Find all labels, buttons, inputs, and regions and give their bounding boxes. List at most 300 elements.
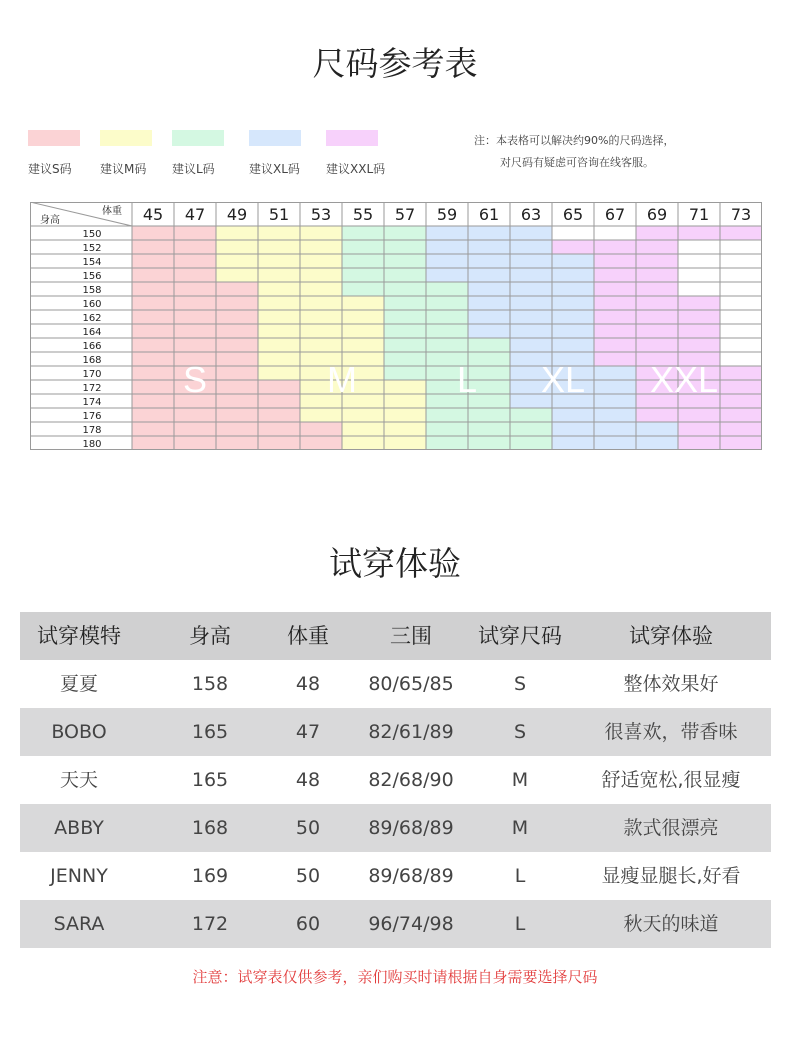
weight-label: 49 [226,205,248,224]
grid-cell [678,338,720,352]
grid-cell [510,324,552,338]
header-weight-label: 体重 [102,206,122,217]
height-label: 154 [82,257,102,268]
grid-cell [594,324,636,338]
model-experience: 秋天的味道 [623,913,719,935]
model-measurements: 89/68/89 [368,865,454,887]
model-size: M [511,769,529,791]
grid-cell [426,338,468,352]
model-height: 172 [191,913,229,935]
grid-cell [132,324,174,338]
grid-cell [216,352,258,366]
grid-cell [132,436,174,450]
legend-swatch-m [100,130,152,146]
grid-cell [342,226,384,240]
grid-cell [594,338,636,352]
size-zone-label: S [182,359,208,400]
grid-cell [636,422,678,436]
grid-cell [552,254,594,268]
grid-cell [426,268,468,282]
grid-cell [132,254,174,268]
grid-cell [216,254,258,268]
grid-cell [426,324,468,338]
weight-label: 47 [184,205,206,224]
model-height: 165 [191,769,229,791]
grid-cell [552,338,594,352]
grid-cell [384,408,426,422]
table-row [20,708,771,756]
grid-cell [468,268,510,282]
grid-cell [216,394,258,408]
weight-label: 67 [604,205,626,224]
grid-cell [216,282,258,296]
grid-cell [468,408,510,422]
weight-label: 63 [520,205,542,224]
grid-cell [594,436,636,450]
model-height: 165 [191,721,229,743]
grid-cell [594,296,636,310]
grid-cell [216,436,258,450]
grid-cell [132,310,174,324]
grid-cell [636,296,678,310]
grid-cell [174,422,216,436]
grid-cell [720,366,762,380]
grid-cell [258,324,300,338]
grid-cell [678,254,720,268]
height-label: 180 [82,439,102,450]
grid-cell [258,394,300,408]
grid-cell [132,268,174,282]
height-label: 174 [82,397,102,408]
model-name: SARA [53,913,105,935]
grid-cell [510,226,552,240]
grid-cell [384,240,426,254]
grid-cell [132,296,174,310]
grid-cell [510,422,552,436]
height-label: 156 [82,271,102,282]
size-zone-label: XL [540,359,586,400]
grid-cell [384,394,426,408]
weight-label: 45 [142,205,164,224]
model-measurements: 96/74/98 [368,913,454,935]
grid-cell [468,240,510,254]
grid-cell [426,226,468,240]
height-label: 176 [82,411,102,422]
grid-cell [426,296,468,310]
grid-cell [258,422,300,436]
model-size: L [514,913,526,935]
grid-cell [216,240,258,254]
grid-cell [174,268,216,282]
grid-cell [384,282,426,296]
model-name: 夏夏 [59,673,98,695]
grid-cell [258,436,300,450]
table-row [20,900,771,948]
grid-cell [468,254,510,268]
grid-cell [636,310,678,324]
grid-cell [384,380,426,394]
grid-cell [720,394,762,408]
grid-cell [720,408,762,422]
model-experience: 舒适宽松,很显瘦 [601,769,741,791]
grid-cell [300,296,342,310]
grid-cell [468,422,510,436]
grid-cell [720,380,762,394]
model-experience: 整体效果好 [623,673,719,695]
grid-cell [720,324,762,338]
grid-cell [510,240,552,254]
header-model: 试穿模特 [37,624,121,648]
grid-cell [594,422,636,436]
model-experience: 显瘦显腿长,好看 [601,865,741,887]
grid-cell [258,296,300,310]
tryon-title: 试穿体验 [329,544,461,583]
grid-cell [426,422,468,436]
grid-cell [216,310,258,324]
model-weight: 47 [295,721,321,743]
grid-cell [342,282,384,296]
weight-label: 61 [478,205,500,224]
grid-cell [468,436,510,450]
model-weight: 50 [295,865,321,887]
grid-cell [720,436,762,450]
grid-cell [720,310,762,324]
grid-cell [636,226,678,240]
grid-cell [426,436,468,450]
grid-cell [468,226,510,240]
model-height: 158 [191,673,229,695]
header-experience: 试穿体验 [629,624,713,648]
grid-cell [510,436,552,450]
grid-cell [426,254,468,268]
grid-cell [300,310,342,324]
grid-cell [300,324,342,338]
grid-cell [300,268,342,282]
grid-cell [384,422,426,436]
grid-cell [384,352,426,366]
grid-cell [216,408,258,422]
grid-cell [174,338,216,352]
legend-m [100,130,152,176]
grid-cell [258,226,300,240]
grid-cell [678,436,720,450]
model-experience: 款式很漂亮 [623,817,719,839]
height-label: 166 [82,341,102,352]
grid-cell [174,282,216,296]
height-label: 170 [82,369,102,380]
grid-cell [594,366,636,380]
grid-cell [174,254,216,268]
legend-swatch-xxl [326,130,378,146]
grid-cell [636,408,678,422]
weight-label: 59 [436,205,458,224]
grid-cell [384,366,426,380]
model-size: M [511,817,529,839]
grid-cell [216,422,258,436]
grid-cell [342,436,384,450]
model-weight: 48 [295,769,321,791]
grid-cell [720,296,762,310]
grid-cell [342,408,384,422]
size-note [474,130,674,174]
grid-cell [552,268,594,282]
grid-cell [678,310,720,324]
grid-cell [216,296,258,310]
grid-cell [132,380,174,394]
height-label: 172 [82,383,102,394]
grid-cell [342,324,384,338]
legend-xl [249,130,301,176]
grid-cell [300,240,342,254]
grid-cell [594,240,636,254]
model-measurements: 82/68/90 [368,769,454,791]
grid-cell [552,240,594,254]
grid-cell [678,324,720,338]
grid-cell [342,422,384,436]
grid-cell [384,338,426,352]
grid-cell [594,226,636,240]
tryon-table [20,612,771,948]
grid-cell [300,408,342,422]
grid-cell [720,282,762,296]
grid-cell [342,240,384,254]
legend-s [28,130,80,176]
grid-cell [174,226,216,240]
model-measurements: 89/68/89 [368,817,454,839]
grid-cell [300,338,342,352]
grid-cell [720,422,762,436]
grid-cell [552,296,594,310]
grid-cell [636,282,678,296]
grid-cell [510,268,552,282]
grid-cell [468,282,510,296]
grid-cell [678,296,720,310]
grid-cell [426,408,468,422]
grid-cell [258,282,300,296]
table-row [20,804,771,852]
grid-cell [678,408,720,422]
grid-cell [426,282,468,296]
model-name: ABBY [54,817,104,839]
table-row [20,660,771,708]
height-label: 160 [82,299,102,310]
grid-cell [384,310,426,324]
grid-cell [678,226,720,240]
grid-cell [678,268,720,282]
header-measurements: 三围 [390,624,432,648]
grid-cell [594,352,636,366]
height-label: 164 [82,327,102,338]
grid-cell [342,338,384,352]
grid-cell [552,282,594,296]
size-grid [30,202,762,450]
grid-cell [384,296,426,310]
model-size: S [513,673,527,695]
height-label: 150 [82,229,102,240]
grid-cell [132,394,174,408]
grid-cell [636,254,678,268]
grid-cell [468,310,510,324]
legend-swatch-xl [249,130,301,146]
grid-cell [594,394,636,408]
grid-cell [174,408,216,422]
grid-cell [216,338,258,352]
grid-cell [720,226,762,240]
grid-cell [258,310,300,324]
grid-cell [300,282,342,296]
header-height-label: 身高 [40,215,60,226]
grid-cell [216,380,258,394]
grid-cell [258,352,300,366]
model-weight: 50 [295,817,321,839]
grid-cell [426,240,468,254]
grid-cell [510,282,552,296]
model-name: JENNY [50,865,108,887]
grid-cell [552,436,594,450]
grid-cell [594,268,636,282]
grid-cell [258,408,300,422]
legend-label-xl: 建议XL码 [249,162,300,176]
legend-label-m: 建议M码 [100,162,147,176]
tryon-header-row [20,612,771,660]
grid-cell [636,338,678,352]
weight-label: 65 [562,205,584,224]
grid-cell [342,310,384,324]
grid-cell [510,310,552,324]
grid-cell [258,366,300,380]
weight-label: 71 [688,205,710,224]
size-zone-label: L [456,359,478,400]
header-height: 身高 [189,624,231,648]
grid-cell [258,380,300,394]
height-label: 158 [82,285,102,296]
grid-cell [384,324,426,338]
grid-cell [174,324,216,338]
grid-cell [678,422,720,436]
table-row [20,756,771,804]
grid-cell [636,268,678,282]
height-label: 152 [82,243,102,254]
grid-cell [720,254,762,268]
grid-cell [216,226,258,240]
height-label: 162 [82,313,102,324]
header-size: 试穿尺码 [478,624,562,648]
header-weight: 体重 [287,624,329,648]
grid-cell [132,408,174,422]
grid-cell [384,254,426,268]
grid-cell [384,436,426,450]
grid-cell [720,352,762,366]
grid-cell [594,408,636,422]
grid-cell [594,310,636,324]
height-label: 178 [82,425,102,436]
grid-cell [258,268,300,282]
grid-cell [342,254,384,268]
grid-cell [678,240,720,254]
grid-cell [510,338,552,352]
grid-cell [384,226,426,240]
grid-cell [300,422,342,436]
grid-cell [132,366,174,380]
grid-cell [216,324,258,338]
grid-cell [468,296,510,310]
model-measurements: 80/65/85 [368,673,454,695]
grid-cell [216,366,258,380]
grid-cell [636,240,678,254]
legend-label-s: 建议S码 [28,162,72,176]
grid-cell [132,240,174,254]
grid-cell [132,226,174,240]
size-chart-title: 尺码参考表 [312,44,478,83]
grid-cell [510,254,552,268]
grid-cell [132,352,174,366]
grid-cell [468,324,510,338]
model-height: 168 [191,817,229,839]
model-experience: 很喜欢，带香味 [604,721,738,743]
size-zone-label: M [327,359,357,400]
grid-cell [552,310,594,324]
grid-cell [258,240,300,254]
footnote: 注意：试穿表仅供参考，亲们购买时请根据自身需要选择尺码 [192,968,598,986]
grid-cell [510,296,552,310]
grid-cell [342,268,384,282]
legend-label-l: 建议L码 [172,162,215,176]
legend-xxl [326,130,386,176]
model-measurements: 82/61/89 [368,721,454,743]
grid-cell [510,408,552,422]
weight-label: 69 [646,205,668,224]
grid-cell [594,282,636,296]
weight-label: 73 [730,205,752,224]
grid-cell [384,268,426,282]
height-label: 168 [82,355,102,366]
grid-cell [468,338,510,352]
model-name: BOBO [51,721,107,743]
legend-l [172,130,224,176]
grid-cell [132,338,174,352]
size-note-line-1: 注：本表格可以解决约90%的尺码选择， [474,134,675,147]
legend-swatch-s [28,130,80,146]
grid-cell [552,226,594,240]
grid-cell [342,296,384,310]
model-name: 天天 [59,769,98,791]
grid-cell [258,254,300,268]
grid-cell [174,310,216,324]
grid-cell [594,254,636,268]
tryon-rows [20,660,771,948]
legend-label-xxl: 建议XXL码 [326,162,386,176]
weight-label: 55 [352,205,374,224]
model-height: 169 [191,865,229,887]
grid-cell [678,282,720,296]
grid-cell [594,380,636,394]
grid-cell [552,422,594,436]
model-size: S [513,721,527,743]
grid-cell [636,436,678,450]
table-row [20,852,771,900]
grid-cell [636,324,678,338]
weight-label: 53 [310,205,332,224]
size-note-line-2: 对尺码有疑虑可咨询在线客服。 [500,156,654,169]
grid-cell [300,254,342,268]
grid-cell [132,422,174,436]
grid-cell [132,282,174,296]
grid-cell [552,408,594,422]
size-zone-label: XXL [649,359,719,400]
grid-cell [720,338,762,352]
grid-cell [174,436,216,450]
weight-label: 57 [394,205,416,224]
